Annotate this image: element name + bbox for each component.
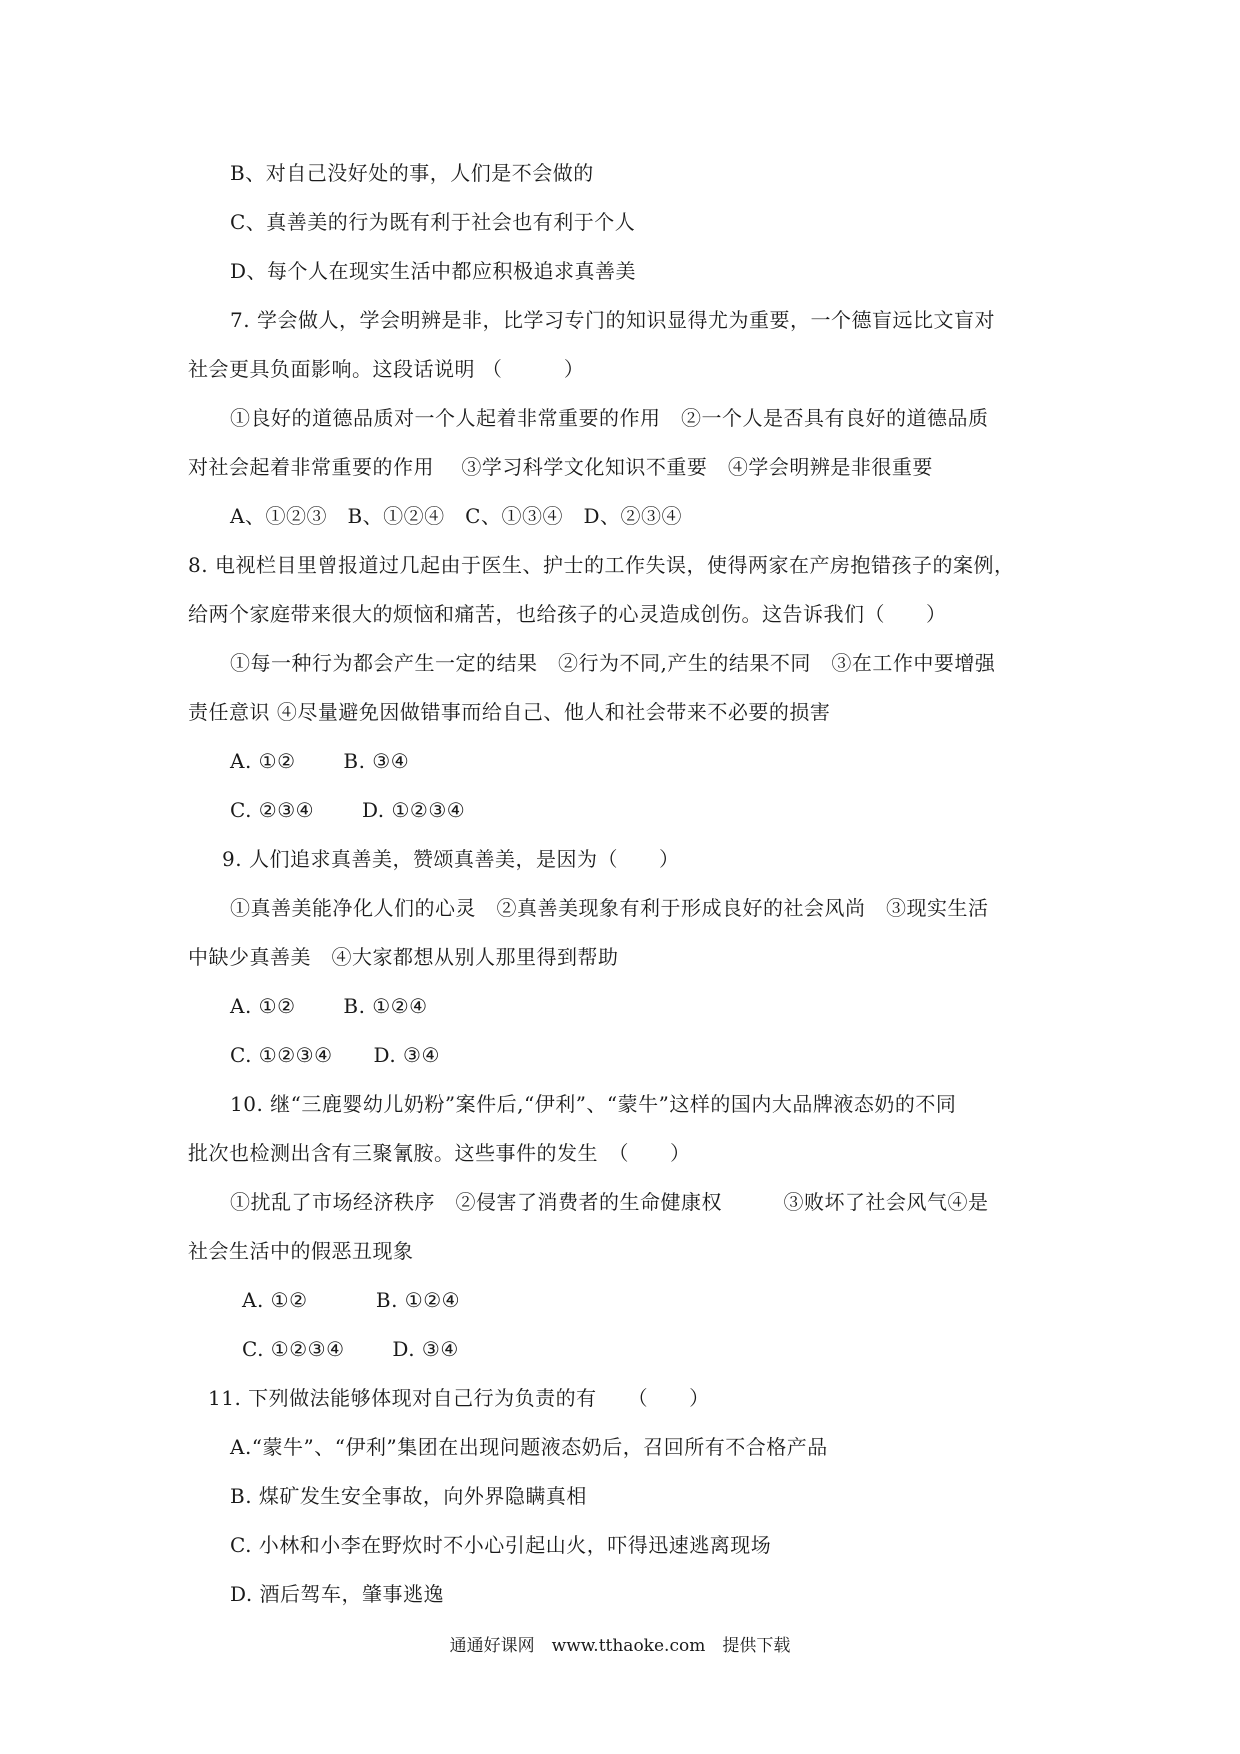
q7-stem-line1: 7. 学会做人，学会明辨是非，比学习专门的知识显得尤为重要，一个德盲远比文盲对 (230, 308, 995, 332)
q10-options-line1: A. ①② B. ①②④ (242, 1288, 461, 1312)
q11-option-a: A.“蒙牛”、“伊利”集团在出现问题液态奶后，召回所有不合格产品 (230, 1435, 828, 1459)
q10-options-line2: C. ①②③④ D. ③④ (242, 1337, 459, 1361)
q10-stem-line2: 批次也检测出含有三聚氰胺。这些事件的发生 （ ） (188, 1141, 691, 1165)
footer-source-note: 通通好课网 www.tthaoke.com 提供下载 (449, 1636, 791, 1656)
q8-options-line2: C. ②③④ D. ①②③④ (230, 798, 466, 822)
q9-stem: 9. 人们追求真善美，赞颂真善美，是因为（ ） (222, 847, 680, 871)
q11-option-c: C. 小林和小李在野炊时不小心引起山火，吓得迅速逃离现场 (230, 1533, 772, 1557)
q9-statements-line2: 中缺少真善美 ④大家都想从别人那里得到帮助 (188, 945, 619, 969)
q7-statements-line1: ①良好的道德品质对一个人起着非常重要的作用 ②一个人是否具有良好的道德品质 (230, 406, 989, 430)
q6-option-d: D、每个人在现实生活中都应积极追求真善美 (230, 259, 637, 283)
q9-options-line2: C. ①②③④ D. ③④ (230, 1043, 440, 1067)
q11-option-d: D. 酒后驾车，肇事逃逸 (230, 1582, 445, 1606)
q11-stem: 11. 下列做法能够体现对自己行为负责的有 （ ） (208, 1386, 710, 1410)
q7-options: A、①②③ B、①②④ C、①③④ D、②③④ (230, 504, 682, 528)
q8-statements-line2: 责任意识 ④尽量避免因做错事而给自己、他人和社会带来不必要的损害 (188, 700, 831, 724)
q8-stem-line2: 给两个家庭带来很大的烦恼和痛苦，也给孩子的心灵造成创伤。这告诉我们（ ） (188, 602, 947, 626)
q6-option-c: C、真善美的行为既有利于社会也有利于个人 (230, 210, 636, 234)
q11-option-b: B. 煤矿发生安全事故，向外界隐瞒真相 (230, 1484, 587, 1508)
q10-statements-line2: 社会生活中的假恶丑现象 (188, 1239, 414, 1263)
q7-statements-line2: 对社会起着非常重要的作用 ③学习科学文化知识不重要 ④学会明辨是非很重要 (188, 455, 933, 479)
q10-statements-line1: ①扰乱了市场经济秩序 ②侵害了消费者的生命健康权 ③败坏了社会风气④是 (230, 1190, 989, 1214)
q8-options-line1: A. ①② B. ③④ (230, 749, 410, 773)
q9-options-line1: A. ①② B. ①②④ (230, 994, 428, 1018)
q7-stem-line2: 社会更具负面影响。这段话说明 （ ） (188, 357, 585, 381)
q8-statements-line1: ①每一种行为都会产生一定的结果 ②行为不同,产生的结果不同 ③在工作中要增强 (230, 651, 996, 675)
q10-stem-line1: 10. 继“三鹿婴幼儿奶粉”案件后,“伊利”、“蒙牛”这样的国内大品牌液态奶的不同 (230, 1092, 957, 1116)
q9-statements-line1: ①真善美能净化人们的心灵 ②真善美现象有利于形成良好的社会风尚 ③现实生活 (230, 896, 989, 920)
q8-stem-line1: 8. 电视栏目里曾报道过几起由于医生、护士的工作失误，使得两家在产房抱错孩子的案例， (188, 553, 1015, 577)
q6-option-b: B、对自己没好处的事，人们是不会做的 (230, 161, 594, 185)
